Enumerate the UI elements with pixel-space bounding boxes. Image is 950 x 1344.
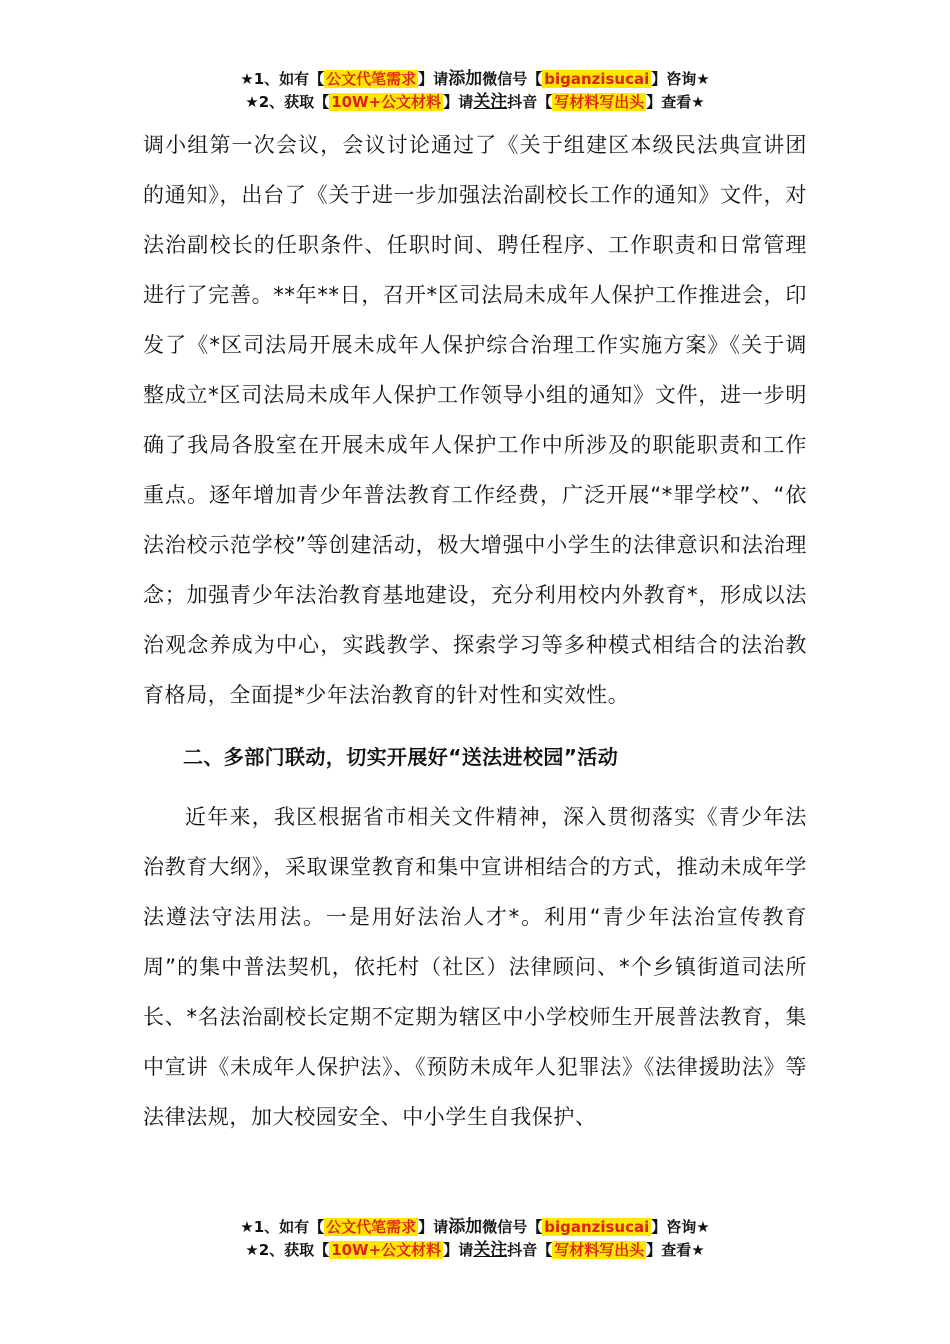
body-paragraph-1: 调小组第一次会议，会议讨论通过了《关于组建区本级民法典宣讲团的通知》，出台了《关于进一步加强法治副校长工作的通知》文件，对法治副校长的任职条件、任职时间、聘任程序、工作职责和日常管理进行了完善。**年**日，召开*区司法局未成年人保护工作推进会，印发了《*区司法局开展未成年人保护综合治理工作实施方案》《关于调整成立*区司法局未成年人保护工作领导小组的通知》文件，进一步明确了我局各股室在开展未成年人保护工作中所涉及的职能职责和工作重点。逐年增加青少年普法教育工作经费，广泛开展“*罪学校”、“依法治校示范学校”等创建活动，极大增强中小学生的法律意识和法治理念；加强青少年法治教育基地建设，充分利用校内外教育*，形成以法治观念养成为中心，实践教学、探索学习等多种模式相结合的法治教育格局，全面提*少年法治教育的针对性和实效性。 <box>143 133 807 707</box>
section-heading: 二、多部门联动，切实开展好“送法进校园”活动 <box>183 745 619 769</box>
banner-text: ★1、如有【 <box>240 1218 325 1236</box>
banner-text: 】请 <box>443 93 474 111</box>
banner-emphasis: 添加 <box>448 1217 483 1237</box>
banner-text: ★2、获取【 <box>245 1241 330 1259</box>
banner-text: ★1、如有【 <box>240 70 325 88</box>
body-paragraph-2: 近年来，我区根据省市相关文件精神，深入贯彻落实《青少年法治教育大纲》，采取课堂教育和集中宣讲相结合的方式，推动未成年学法遵法守法用法。一是用好法治人才*。利用“青少年法治宣传教育周”的集中普法契机，依托村（社区）法律顾问、*个乡镇街道司法所长、*名法治副校长定期不定期为辖区中小学校师生开展普法教育，集中宣讲《未成年人保护法》、《预防未成年人犯罪法》《法律援助法》等法律法规，加大校园安全、中小学生自我保护、 <box>143 805 807 1129</box>
banner-emphasis: 添加 <box>448 69 483 89</box>
header-banner <box>0 68 950 114</box>
banner-line-2 <box>0 1239 950 1262</box>
banner-highlight: 写材料写出头 <box>554 93 645 111</box>
banner-line-1 <box>0 68 950 91</box>
banner-text: 】请 <box>418 70 449 88</box>
banner-text: ★2、获取【 <box>245 93 330 111</box>
banner-text: 抖音【 <box>507 93 553 111</box>
banner-line-1 <box>0 1216 950 1239</box>
banner-text: 】查看★ <box>646 1241 705 1259</box>
banner-highlight: 10W+公文材料 <box>331 93 442 111</box>
banner-text: 】查看★ <box>646 93 705 111</box>
banner-highlight: 公文代笔需求 <box>326 70 417 88</box>
banner-highlight: 写材料写出头 <box>554 1241 645 1259</box>
banner-text: 】请 <box>443 1241 474 1259</box>
banner-text: 】咨询★ <box>651 70 710 88</box>
banner-emphasis: 关注 <box>473 1240 508 1260</box>
footer-banner <box>0 1216 950 1262</box>
banner-text: 】请 <box>418 1218 449 1236</box>
banner-text: 】咨询★ <box>651 1218 710 1236</box>
banner-line-2 <box>0 91 950 114</box>
document-body <box>143 120 807 1142</box>
banner-highlight: 公文代笔需求 <box>326 1218 417 1236</box>
banner-highlight: biganzisucai <box>544 70 650 88</box>
banner-text: 微信号【 <box>482 70 543 88</box>
banner-highlight: 10W+公文材料 <box>331 1241 442 1259</box>
banner-highlight: biganzisucai <box>544 1218 650 1236</box>
banner-emphasis: 关注 <box>473 92 508 112</box>
banner-text: 抖音【 <box>507 1241 553 1259</box>
banner-text: 微信号【 <box>482 1218 543 1236</box>
